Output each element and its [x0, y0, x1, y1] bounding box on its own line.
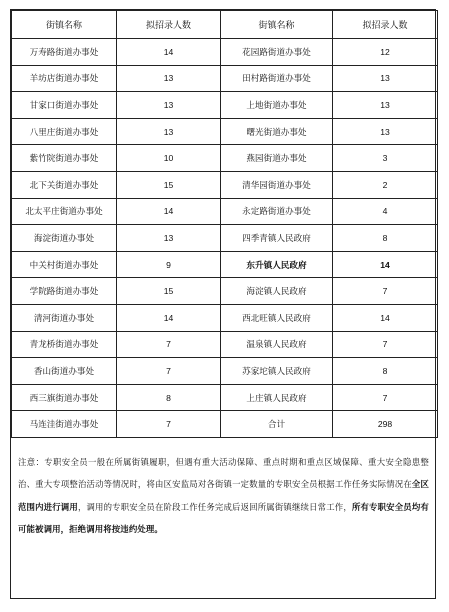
- table-row: [12, 225, 438, 252]
- table-row: [12, 304, 438, 331]
- street-name-cell: 羊坊店街道办事处: [12, 65, 117, 92]
- recruit-count-cell: 7: [333, 278, 438, 305]
- street-name-cell: 西三旗街道办事处: [12, 384, 117, 411]
- street-name-cell: 上地街道办事处: [221, 92, 333, 119]
- recruit-count-cell: 8: [333, 358, 438, 385]
- table-row: [12, 39, 438, 66]
- recruit-count-cell: 13: [333, 92, 438, 119]
- table-row: [12, 118, 438, 145]
- street-name-cell: 温泉镇人民政府: [221, 331, 333, 358]
- street-name-cell: 花园路街道办事处: [221, 39, 333, 66]
- note-text-2: ，调用的专职安全员在阶段工作任务完成后返回所属街镇继续日常工作，: [77, 501, 352, 512]
- recruit-count-cell: 2: [333, 171, 438, 198]
- note-text-1: 注意：专职安全员一般在所属街镇履职，但遇有重大活动保障、重点时期和重点区域保障、重大安全隐患整治、重大专项整治活动等情况时，将由区安监局对各街镇一定数量的专职安全员根据工作任务实际情况在: [18, 456, 429, 490]
- recruit-count-cell: 14: [333, 251, 438, 278]
- street-name-cell: 北太平庄街道办事处: [12, 198, 117, 225]
- street-name-cell: 北下关街道办事处: [12, 171, 117, 198]
- street-name-cell: 中关村街道办事处: [12, 251, 117, 278]
- recruit-count-cell: 12: [333, 39, 438, 66]
- header-street-name-right: 街镇名称: [221, 11, 333, 39]
- recruit-count-cell: 15: [117, 171, 221, 198]
- recruit-count-cell: 4: [333, 198, 438, 225]
- table-row: [12, 384, 438, 411]
- header-street-name-left: 街镇名称: [12, 11, 117, 39]
- table-body: [12, 39, 438, 438]
- street-name-cell: 燕园街道办事处: [221, 145, 333, 172]
- table-row: [12, 331, 438, 358]
- street-name-cell: 八里庄街道办事处: [12, 118, 117, 145]
- recruit-count-cell: 13: [333, 65, 438, 92]
- street-name-cell: 海淀街道办事处: [12, 225, 117, 252]
- recruit-count-cell: 7: [333, 384, 438, 411]
- recruit-count-cell: 9: [117, 251, 221, 278]
- recruit-count-cell: 14: [117, 39, 221, 66]
- document-page: [10, 9, 436, 599]
- recruitment-table: [11, 10, 438, 438]
- recruit-count-cell: 8: [117, 384, 221, 411]
- table-row: [12, 92, 438, 119]
- recruit-count-cell: 13: [117, 225, 221, 252]
- note-bold-1: 全区范围内进行调用: [18, 479, 429, 512]
- table-row: [12, 358, 438, 385]
- street-name-cell: 万寿路街道办事处: [12, 39, 117, 66]
- recruit-count-cell: 298: [333, 411, 438, 438]
- header-count-right: 拟招录人数: [333, 11, 438, 39]
- street-name-cell: 上庄镇人民政府: [221, 384, 333, 411]
- recruit-count-cell: 7: [333, 331, 438, 358]
- recruit-count-cell: 13: [333, 118, 438, 145]
- recruit-count-cell: 7: [117, 358, 221, 385]
- street-name-cell: 永定路街道办事处: [221, 198, 333, 225]
- recruit-count-cell: 10: [117, 145, 221, 172]
- street-name-cell: 甘家口街道办事处: [12, 92, 117, 119]
- recruit-count-cell: 13: [117, 65, 221, 92]
- street-name-cell: 曙光街道办事处: [221, 118, 333, 145]
- street-name-cell: 紫竹院街道办事处: [12, 145, 117, 172]
- table-row: [12, 198, 438, 225]
- recruit-count-cell: 8: [333, 225, 438, 252]
- table-row: [12, 411, 438, 438]
- table-row: [12, 278, 438, 305]
- recruit-count-cell: 15: [117, 278, 221, 305]
- note-bold-2: 所有专职安全员均有可能被调用，拒绝调用将按违约处理。: [18, 501, 429, 535]
- table-row: [12, 171, 438, 198]
- table-row: [12, 251, 438, 278]
- table-row: [12, 145, 438, 172]
- street-name-cell: 清河街道办事处: [12, 304, 117, 331]
- table-header-row: [12, 11, 438, 39]
- table-row: [12, 65, 438, 92]
- street-name-cell: 西北旺镇人民政府: [221, 304, 333, 331]
- recruit-count-cell: 14: [333, 304, 438, 331]
- street-name-cell: 海淀镇人民政府: [221, 278, 333, 305]
- street-name-cell: 学院路街道办事处: [12, 278, 117, 305]
- header-count-left: 拟招录人数: [117, 11, 221, 39]
- recruit-count-cell: 7: [117, 411, 221, 438]
- street-name-cell: 清华园街道办事处: [221, 171, 333, 198]
- street-name-cell: 四季青镇人民政府: [221, 225, 333, 252]
- street-name-cell: 香山街道办事处: [12, 358, 117, 385]
- note-paragraph: [11, 438, 435, 541]
- street-name-cell: 苏家坨镇人民政府: [221, 358, 333, 385]
- street-name-cell: 田村路街道办事处: [221, 65, 333, 92]
- street-name-cell: 马连洼街道办事处: [12, 411, 117, 438]
- recruit-count-cell: 13: [117, 92, 221, 119]
- recruit-count-cell: 14: [117, 198, 221, 225]
- recruit-count-cell: 13: [117, 118, 221, 145]
- street-name-cell: 东升镇人民政府: [221, 251, 333, 278]
- recruit-count-cell: 14: [117, 304, 221, 331]
- recruit-count-cell: 7: [117, 331, 221, 358]
- recruit-count-cell: 3: [333, 145, 438, 172]
- street-name-cell: 青龙桥街道办事处: [12, 331, 117, 358]
- street-name-cell: 合计: [221, 411, 333, 438]
